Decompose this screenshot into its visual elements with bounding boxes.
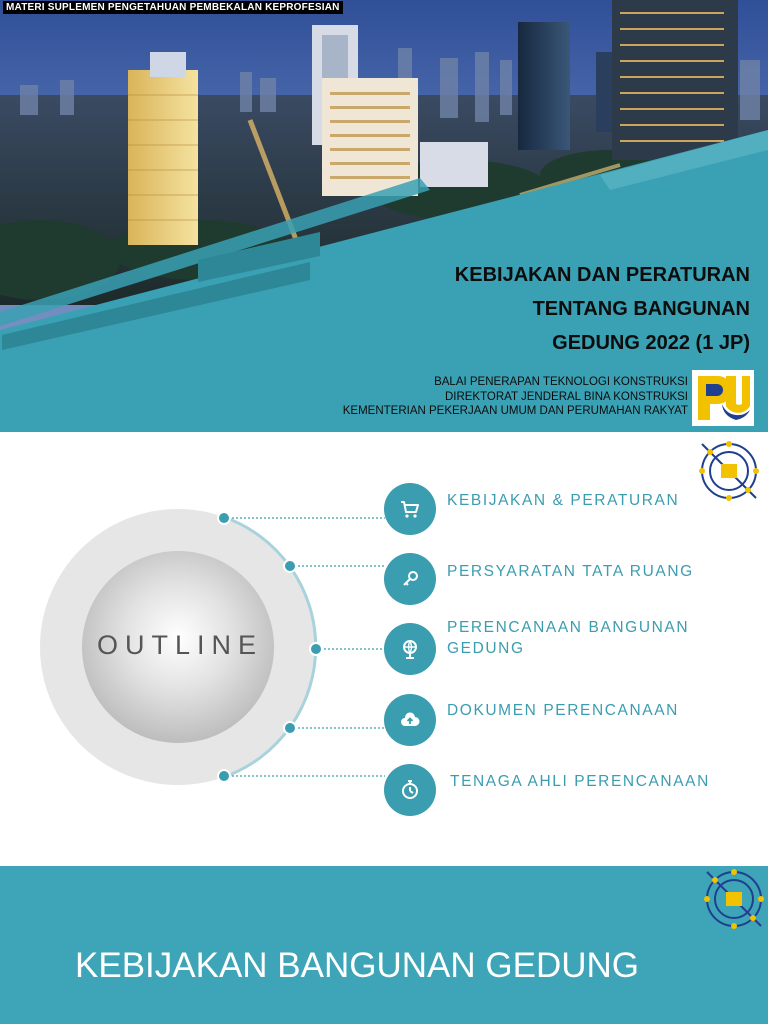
- outline-item-tata-ruang: PERSYARATAN TATA RUANG: [447, 563, 694, 580]
- outline-item-kebijakan: KEBIJAKAN & PERATURAN: [447, 492, 680, 509]
- bpkt-emblem: [703, 868, 765, 930]
- stopwatch-icon-button: [384, 764, 436, 816]
- city-skyline-photo: [0, 0, 768, 432]
- outline-slide: [0, 432, 768, 866]
- presentation-title: [455, 258, 750, 360]
- organization-block: [343, 375, 688, 419]
- cart-icon: [398, 497, 422, 521]
- cloud-upload-icon: [398, 708, 422, 732]
- section-slide: [0, 866, 768, 1024]
- pupr-logo: [692, 370, 754, 426]
- bpkt-emblem: [698, 440, 760, 502]
- cart-icon-button: [384, 483, 436, 535]
- outline-item-tenaga-ahli: TENAGA AHLI PERENCANAAN: [450, 773, 710, 790]
- cloud-upload-icon-button: [384, 694, 436, 746]
- section-title: KEBIJAKAN BANGUNAN GEDUNG: [75, 946, 639, 985]
- globe-icon-button: [384, 623, 436, 675]
- org-line: KEMENTERIAN PEKERJAAN UMUM DAN PERUMAHAN RAKYAT: [342, 405, 688, 417]
- org-line: BALAI PENERAPAN TEKNOLOGI KONSTRUKSI: [434, 376, 688, 388]
- outline-label: OUTLINE: [96, 630, 264, 660]
- stopwatch-icon: [398, 778, 422, 802]
- title-line: TENTANG BANGUNAN: [532, 298, 750, 320]
- org-line: DIREKTORAT JENDERAL BINA KONSTRUKSI: [444, 390, 688, 403]
- globe-icon: [398, 637, 422, 661]
- cover-slide: [0, 0, 768, 432]
- title-line: KEBIJAKAN DAN PERATURAN: [454, 264, 750, 286]
- key-icon-button: [384, 553, 436, 605]
- outline-item-dokumen: DOKUMEN PERENCANAAN: [447, 702, 679, 719]
- key-icon: [398, 567, 422, 591]
- title-line: GEDUNG 2022 (1 JP): [552, 332, 750, 354]
- top-tag: MATERI SUPLEMEN PENGETAHUAN PEMBEKALAN KEPROFESIAN: [3, 1, 343, 14]
- outline-item-perencanaan: PERENCANAAN BANGUNAN GEDUNG: [447, 619, 690, 657]
